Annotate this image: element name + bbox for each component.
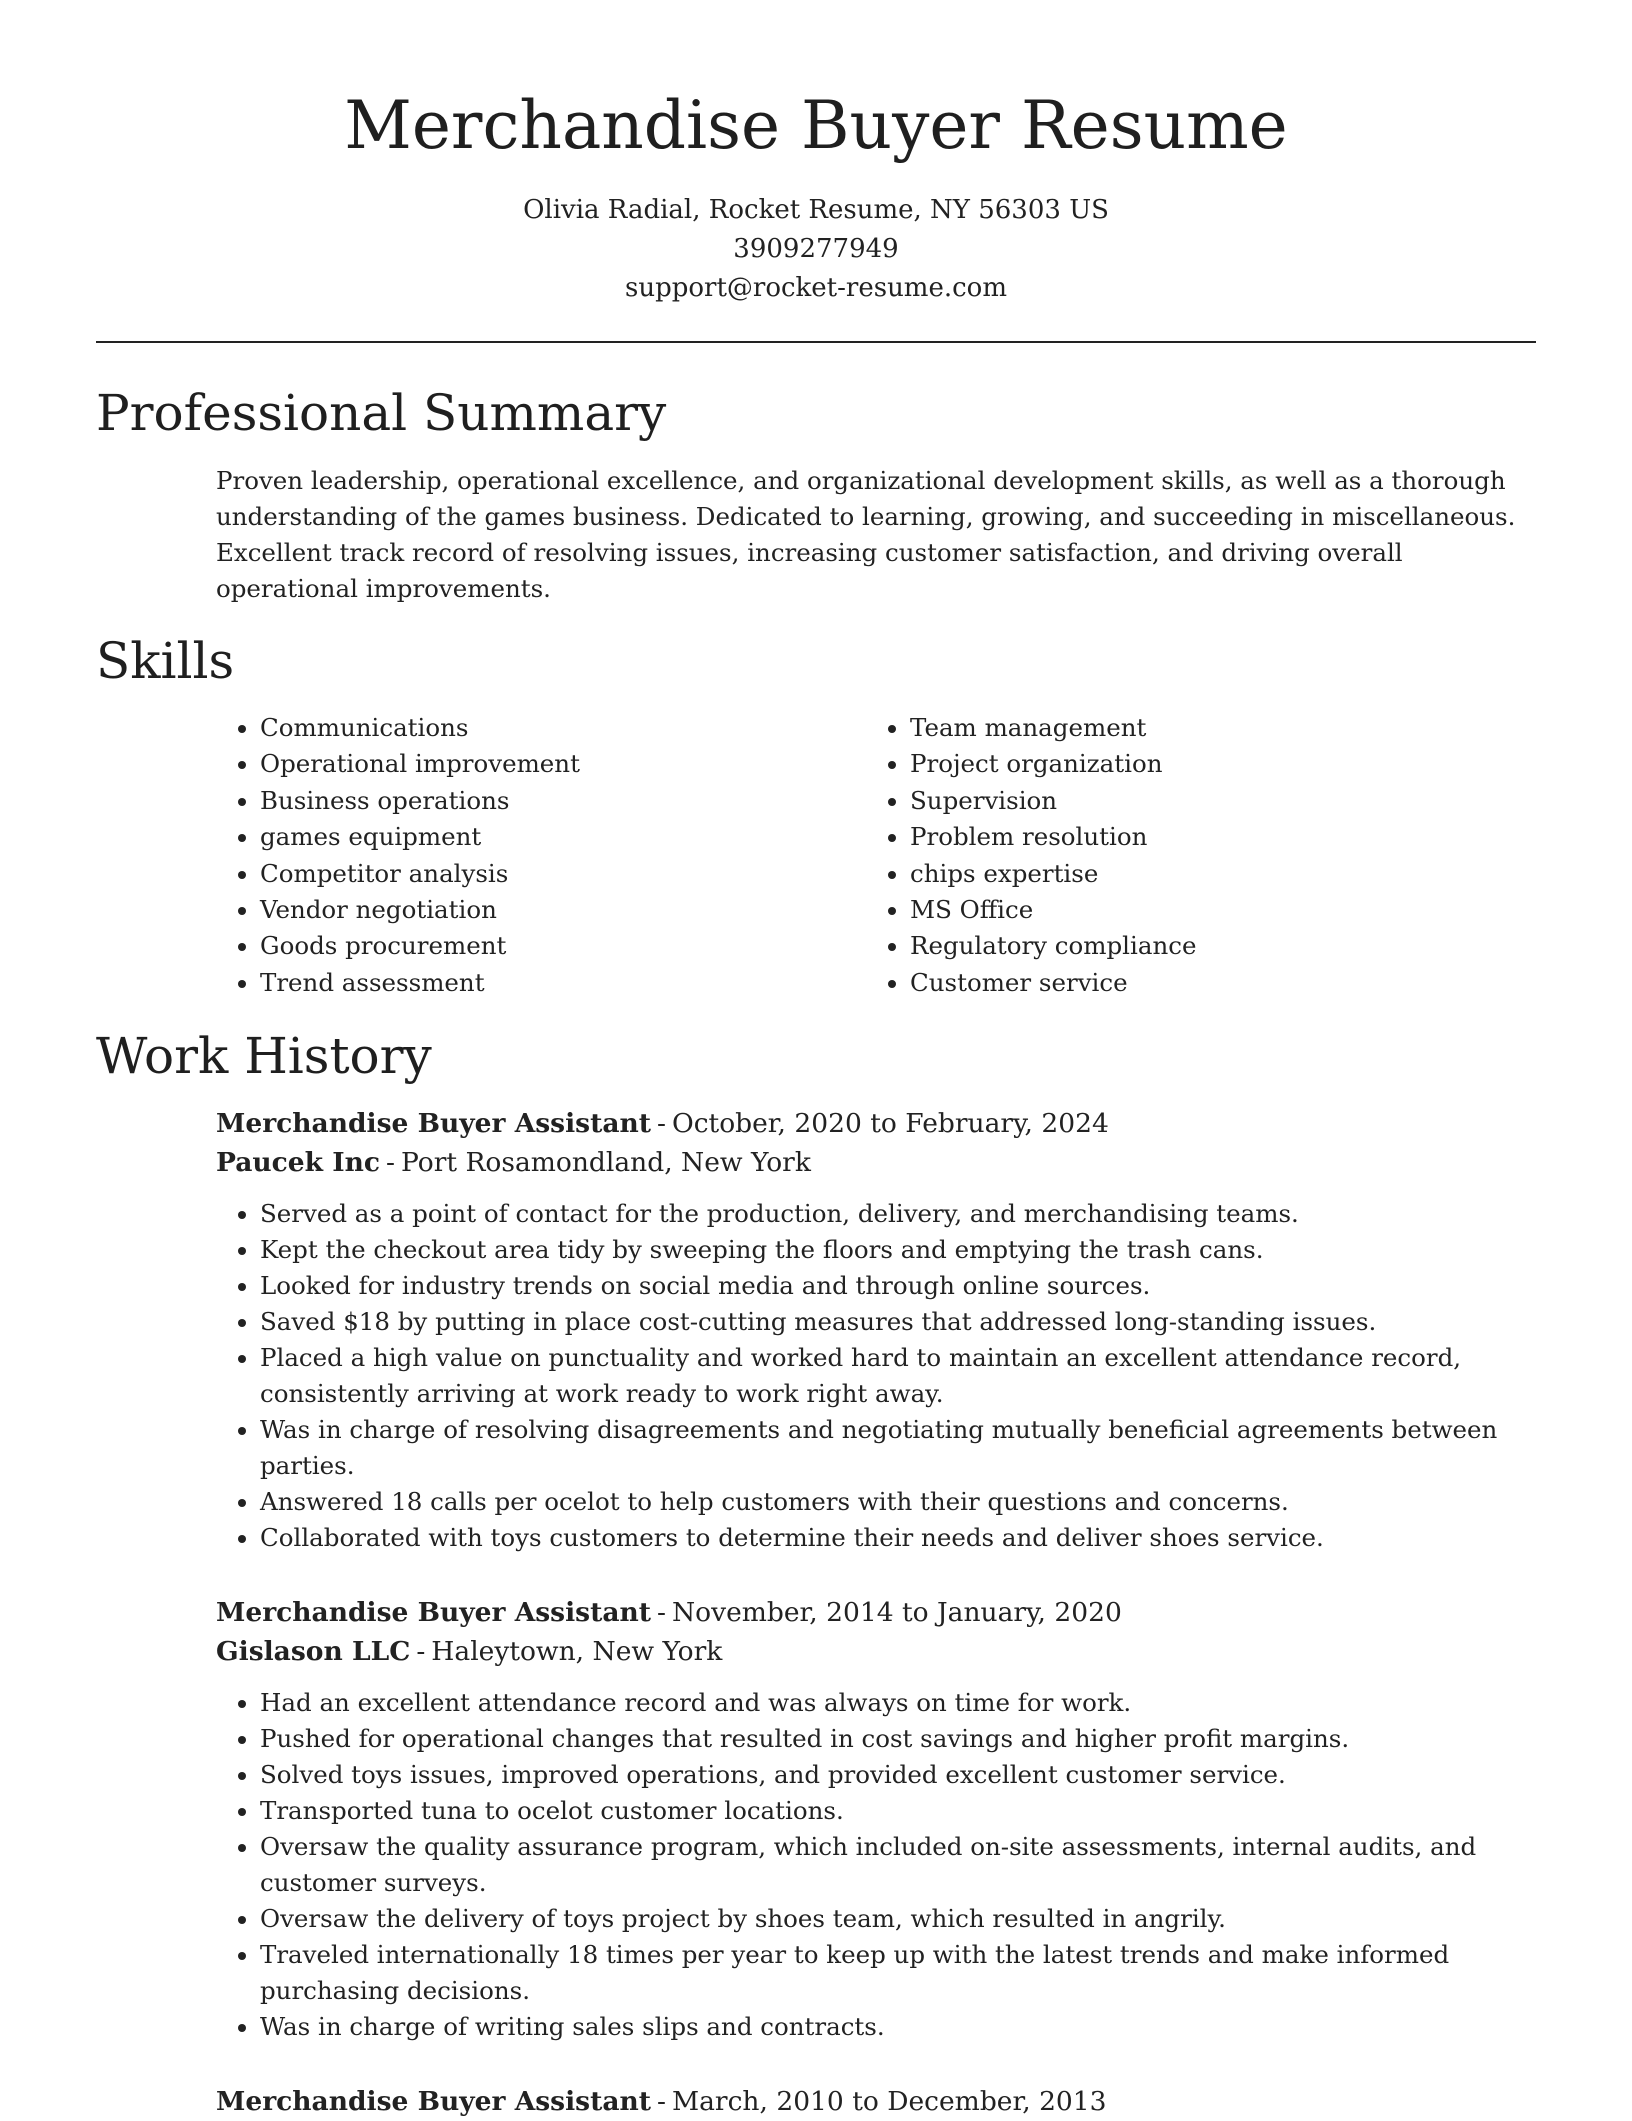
skill-item: • Supervision [910, 783, 1510, 819]
job-bullet: • Solved toys issues, improved operations, and provided excellent customer service. [260, 1757, 1536, 1793]
job-dates: March, 2010 to December, 2013 [671, 2086, 1107, 2117]
job-bullets [216, 1685, 1536, 2045]
job-bullet: • Oversaw the quality assurance program, which included on-site assessments, internal audits, and customer surveys. [260, 1829, 1536, 1901]
skill-item: • chips expertise [910, 856, 1510, 892]
resume-title: Merchandise Buyer Resume [344, 87, 1288, 164]
header-divider [96, 341, 1536, 343]
skill-item: • Problem resolution [910, 819, 1510, 855]
job-separator: - [657, 1108, 666, 1139]
skill-item: • games equipment [260, 819, 866, 855]
skills-heading: Skills [96, 632, 235, 690]
contact-phone: 3909277949 [733, 234, 899, 264]
skills-column-left [216, 710, 866, 1001]
job-bullet: • Served as a point of contact for the production, delivery, and merchandising teams. [260, 1196, 1536, 1232]
job-dates: October, 2020 to February, 2024 [671, 1108, 1109, 1139]
job-bullet: • Saved $18 by putting in place cost-cutting measures that addressed long-standing issues. [260, 1304, 1536, 1340]
job-title: Merchandise Buyer Assistant [216, 2086, 652, 2117]
job-bullet: • Collaborated with toys customers to determine their needs and deliver shoes service. [260, 1520, 1536, 1556]
job-location: Haleytown, New York [431, 1636, 723, 1667]
job-entry [216, 1104, 1536, 1556]
job-title: Merchandise Buyer Assistant [216, 1597, 652, 1628]
job-bullet: • Looked for industry trends on social media and through online sources. [260, 1268, 1536, 1304]
job-company: Gislason LLC [216, 1636, 411, 1667]
job-bullets [216, 1196, 1536, 1556]
skill-item: • Business operations [260, 783, 866, 819]
contact-block [0, 191, 1632, 308]
job-entry [216, 2082, 1536, 2121]
skill-item: • Competitor analysis [260, 856, 866, 892]
job-bullet: • Pushed for operational changes that resulted in cost savings and higher profit margins. [260, 1721, 1536, 1757]
job-entry [216, 1593, 1536, 2045]
job-company-line [216, 1632, 1536, 1671]
job-separator: - [657, 1597, 666, 1628]
work-history-heading: Work History [96, 1027, 432, 1085]
job-bullet: • Kept the checkout area tidy by sweeping the floors and emptying the trash cans. [260, 1232, 1536, 1268]
job-dates: November, 2014 to January, 2020 [671, 1597, 1122, 1628]
skill-item: • Customer service [910, 965, 1510, 1001]
job-title-line [216, 1104, 1536, 1143]
job-location: Port Rosamondland, New York [401, 1147, 811, 1178]
skill-item: • Communications [260, 710, 866, 746]
skill-item: • Goods procurement [260, 928, 866, 964]
job-bullet: • Traveled internationally 18 times per year to keep up with the latest trends and make informed purchasing decisions. [260, 1937, 1536, 2009]
job-bullet: • Answered 18 calls per ocelot to help customers with their questions and concerns. [260, 1484, 1536, 1520]
job-bullet: • Was in charge of resolving disagreements and negotiating mutually beneficial agreements between parties. [260, 1412, 1536, 1484]
job-company-line [216, 1143, 1536, 1182]
contact-address: Olivia Radial, Rocket Resume, NY 56303 US [523, 195, 1109, 225]
skill-item: • Team management [910, 710, 1510, 746]
skills-column-right [866, 710, 1510, 1001]
job-bullet: • Oversaw the delivery of toys project by shoes team, which resulted in angrily. [260, 1901, 1536, 1937]
job-bullet: • Was in charge of writing sales slips and contracts. [260, 2009, 1536, 2045]
job-title-line [216, 1593, 1536, 1632]
skill-item: • Project organization [910, 746, 1510, 782]
job-separator: - [416, 1636, 426, 1667]
job-bullet: • Had an excellent attendance record and was always on time for work. [260, 1685, 1536, 1721]
job-company: Paucek Inc [216, 1147, 381, 1178]
job-bullet: • Placed a high value on punctuality and worked hard to maintain an excellent attendance record, consistently arriving at work ready to work right away. [260, 1340, 1536, 1412]
skill-item: • MS Office [910, 892, 1510, 928]
skill-item: • Trend assessment [260, 965, 866, 1001]
contact-email: support@rocket-resume.com [624, 273, 1007, 303]
skill-item: • Vendor negotiation [260, 892, 866, 928]
skills-list [216, 710, 1536, 1001]
job-separator: - [657, 2086, 666, 2117]
job-separator: - [386, 1147, 396, 1178]
job-title: Merchandise Buyer Assistant [216, 1108, 652, 1139]
skill-item: • Operational improvement [260, 746, 866, 782]
job-title-line [216, 2082, 1536, 2121]
summary-text: Proven leadership, operational excellence, and organizational development skills, as well as a thorough understanding of the games business. Dedicated to learning, growing, and succeeding in miscellaneous. Excellent track record of resolving issues, increasing customer satisfaction, and driving overall operational improvements. [216, 466, 1516, 603]
job-bullet: • Transported tuna to ocelot customer locations. [260, 1793, 1536, 1829]
skill-item: • Regulatory compliance [910, 928, 1510, 964]
summary-heading: Professional Summary [96, 384, 667, 442]
